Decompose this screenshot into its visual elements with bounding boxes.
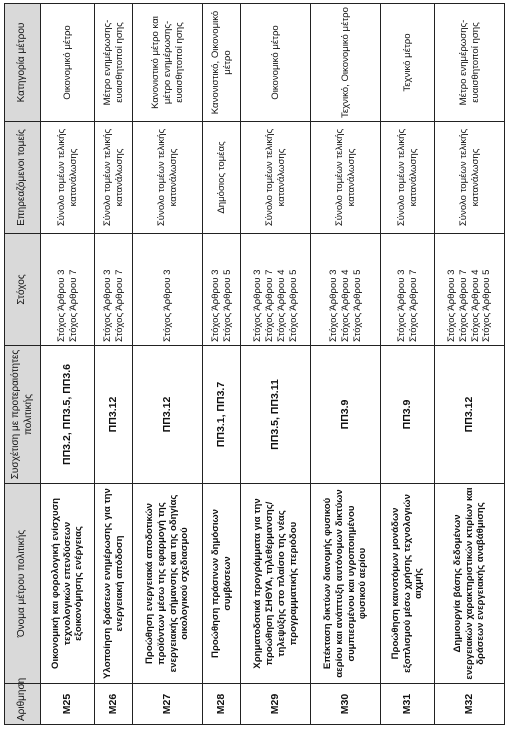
measure-id: M27 xyxy=(133,684,203,725)
measure-category: Τεχνικό μέτρο xyxy=(381,4,435,122)
measure-name: Προώθηση πράσινων δημόσιων συμβάσεων xyxy=(203,484,241,684)
header-id: Αριθμηση xyxy=(5,684,41,725)
measure-id: M26 xyxy=(95,684,133,725)
measure-relation: ΠΠ3.2, ΠΠ3.5, ΠΠ3.6 xyxy=(41,346,95,484)
table-row xyxy=(311,4,381,725)
measure-goals xyxy=(203,234,241,346)
measure-id: M25 xyxy=(41,684,95,725)
table-row xyxy=(95,4,133,725)
measure-goals xyxy=(311,234,381,346)
goal-item: Στόχος Άρθρου 4 xyxy=(339,269,351,342)
goal-item: Στόχος Άρθρου 7 xyxy=(264,269,276,342)
table-row xyxy=(203,4,241,725)
table-row xyxy=(41,4,95,725)
goal-item: Στόχος Άρθρου 3 xyxy=(395,269,407,342)
measure-name: Επέκταση δικτύων διανομής φυσικού αερίου και ανάπτυξη αυτόνομων δικτύων συμπιεσμένου και υγροποιημένου φυσικού αερίου xyxy=(311,484,381,684)
measure-id: M28 xyxy=(203,684,241,725)
measure-name: Οικονομική και φορολογική ενίσχυση τεχνολογικών επενδύσεων εξοικονόμησης ενέργειας xyxy=(41,484,95,684)
measure-category: Τεχνικό, Οικονομικό μέτρο xyxy=(311,4,381,122)
header-category: Κατηγορία μέτρου xyxy=(5,4,41,122)
measure-id: M30 xyxy=(311,684,381,725)
measure-relation: ΠΠ3.12 xyxy=(95,346,133,484)
goal-item: Στόχος Άρθρου 5 xyxy=(351,269,363,342)
measure-goals xyxy=(435,234,505,346)
goal-item: Στόχος Άρθρου 7 xyxy=(407,269,419,342)
header-name: Όνομα μέτρου πολιτικής xyxy=(5,484,41,684)
measure-name: Χρηματοδοτικά προγράμματα για την προώθηση ΣΗΘΥΑ, τηλεθέρμανσης/τηλεψύξης στο πλαίσιο της νέας προγραμματικής περιόδου xyxy=(241,484,311,684)
table-row xyxy=(241,4,311,725)
measure-relation: ΠΠ3.12 xyxy=(435,346,505,484)
goal-item: Στόχος Άρθρου 7 xyxy=(113,269,125,342)
measure-sectors: Σύνολο τομέων τελικής κατανάλωσης xyxy=(133,122,203,234)
measure-category: Οικονομικό μέτρο xyxy=(41,4,95,122)
measure-sectors: Σύνολο τομέων τελικής κατανάλωσης xyxy=(381,122,435,234)
measure-name: Προώθηση ενεργειακά αποδοτικών προϊόντων μέσω της εφαρμογή της ενεργειακής σήμανσης και της οδηγίας οικολογικού σχεδιασμού xyxy=(133,484,203,684)
goal-item: Στόχος Άρθρου 5 xyxy=(481,269,493,342)
measure-goals xyxy=(241,234,311,346)
measure-sectors: Σύνολο τομέων τελικής κατανάλωσης xyxy=(311,122,381,234)
goal-item: Στόχος Άρθρου 4 xyxy=(275,269,287,342)
table-row xyxy=(381,4,435,725)
measure-goals xyxy=(381,234,435,346)
measure-relation: ΠΠ3.12 xyxy=(133,346,203,484)
measure-name: Δημιουργία βάσης δεδομένων ενεργειακών χαρακτηριστικών κτιρίων και δράσεων ενεργειακής αναβάθμισης xyxy=(435,484,505,684)
goal-item: Στόχος Άρθρου 7 xyxy=(457,269,469,342)
goal-item: Στόχος Άρθρου 3 xyxy=(328,269,340,342)
header-goal: Στόχος xyxy=(5,234,41,346)
measure-goals xyxy=(133,234,203,346)
measure-sectors: Σύνολο τομέων τελικής κατανάλωσης xyxy=(435,122,505,234)
goal-item: Στόχος Άρθρου 5 xyxy=(287,269,299,342)
goal-item: Στόχος Άρθρου 4 xyxy=(469,269,481,342)
measure-relation: ΠΠ3.9 xyxy=(381,346,435,484)
table-row xyxy=(133,4,203,725)
measure-name: Προώθηση καινοτόμων μονάδων εξοπλισμού μέσω χρήσης τεχνολογιών αιχμής xyxy=(381,484,435,684)
goal-item: Στόχος Άρθρου 3 xyxy=(252,269,264,342)
goal-item: Στόχος Άρθρου 3 xyxy=(210,269,222,342)
measure-category: Κανονιστικό, Οικονομικό μέτρο xyxy=(203,4,241,122)
measure-name: Υλοποίηση δράσεων ενημέρωσης για την ενεργειακή απόδοση xyxy=(95,484,133,684)
measure-goals xyxy=(95,234,133,346)
goal-item: Στόχος Άρθρου 3 xyxy=(446,269,458,342)
measure-relation: ΠΠ3.5, ΠΠ3.11 xyxy=(241,346,311,484)
table-row xyxy=(435,4,505,725)
goal-item: Στόχος Άρθρου 3 xyxy=(101,269,113,342)
goal-item: Στόχος Άρθρου 5 xyxy=(221,269,233,342)
policy-measures-table xyxy=(4,3,505,725)
measure-id: M32 xyxy=(435,684,505,725)
measure-sectors: Σύνολο τομέων τελικής κατανάλωσης xyxy=(41,122,95,234)
table-header-row xyxy=(5,4,41,725)
measure-id: M29 xyxy=(241,684,311,725)
measure-sectors: Σύνολο τομέων τελικής κατανάλωσης xyxy=(95,122,133,234)
measure-id: M31 xyxy=(381,684,435,725)
measure-category: Κανονιστικό μέτρο και μέτρο ενημέρωσης-ευαισθητοποί ησης xyxy=(133,4,203,122)
goal-item: Στόχος Άρθρου 3 xyxy=(161,269,173,342)
measure-sectors: Σύνολο τομέων τελικής κατανάλωσης xyxy=(241,122,311,234)
measure-category: Οικονομικό μέτρο xyxy=(241,4,311,122)
goal-item: Στόχος Άρθρου 3 xyxy=(55,269,67,342)
header-relation: Συσχέτιση με προτεραιότητες πολιτικής xyxy=(5,346,41,484)
measure-goals xyxy=(41,234,95,346)
measure-relation: ΠΠ3.9 xyxy=(311,346,381,484)
measure-category: Μέτρο ενημέρωσης-ευαισθητοποί ησης xyxy=(95,4,133,122)
goal-item: Στόχος Άρθρου 7 xyxy=(67,269,79,342)
measure-sectors: Δημόσιος τομέας xyxy=(203,122,241,234)
measure-relation: ΠΠ3.1, ΠΠ3.7 xyxy=(203,346,241,484)
header-sectors: Επηρεαζόμενοι τομείς xyxy=(5,122,41,234)
measure-category: Μέτρο ενημέρωσης-ευαισθητοποί ησης xyxy=(435,4,505,122)
